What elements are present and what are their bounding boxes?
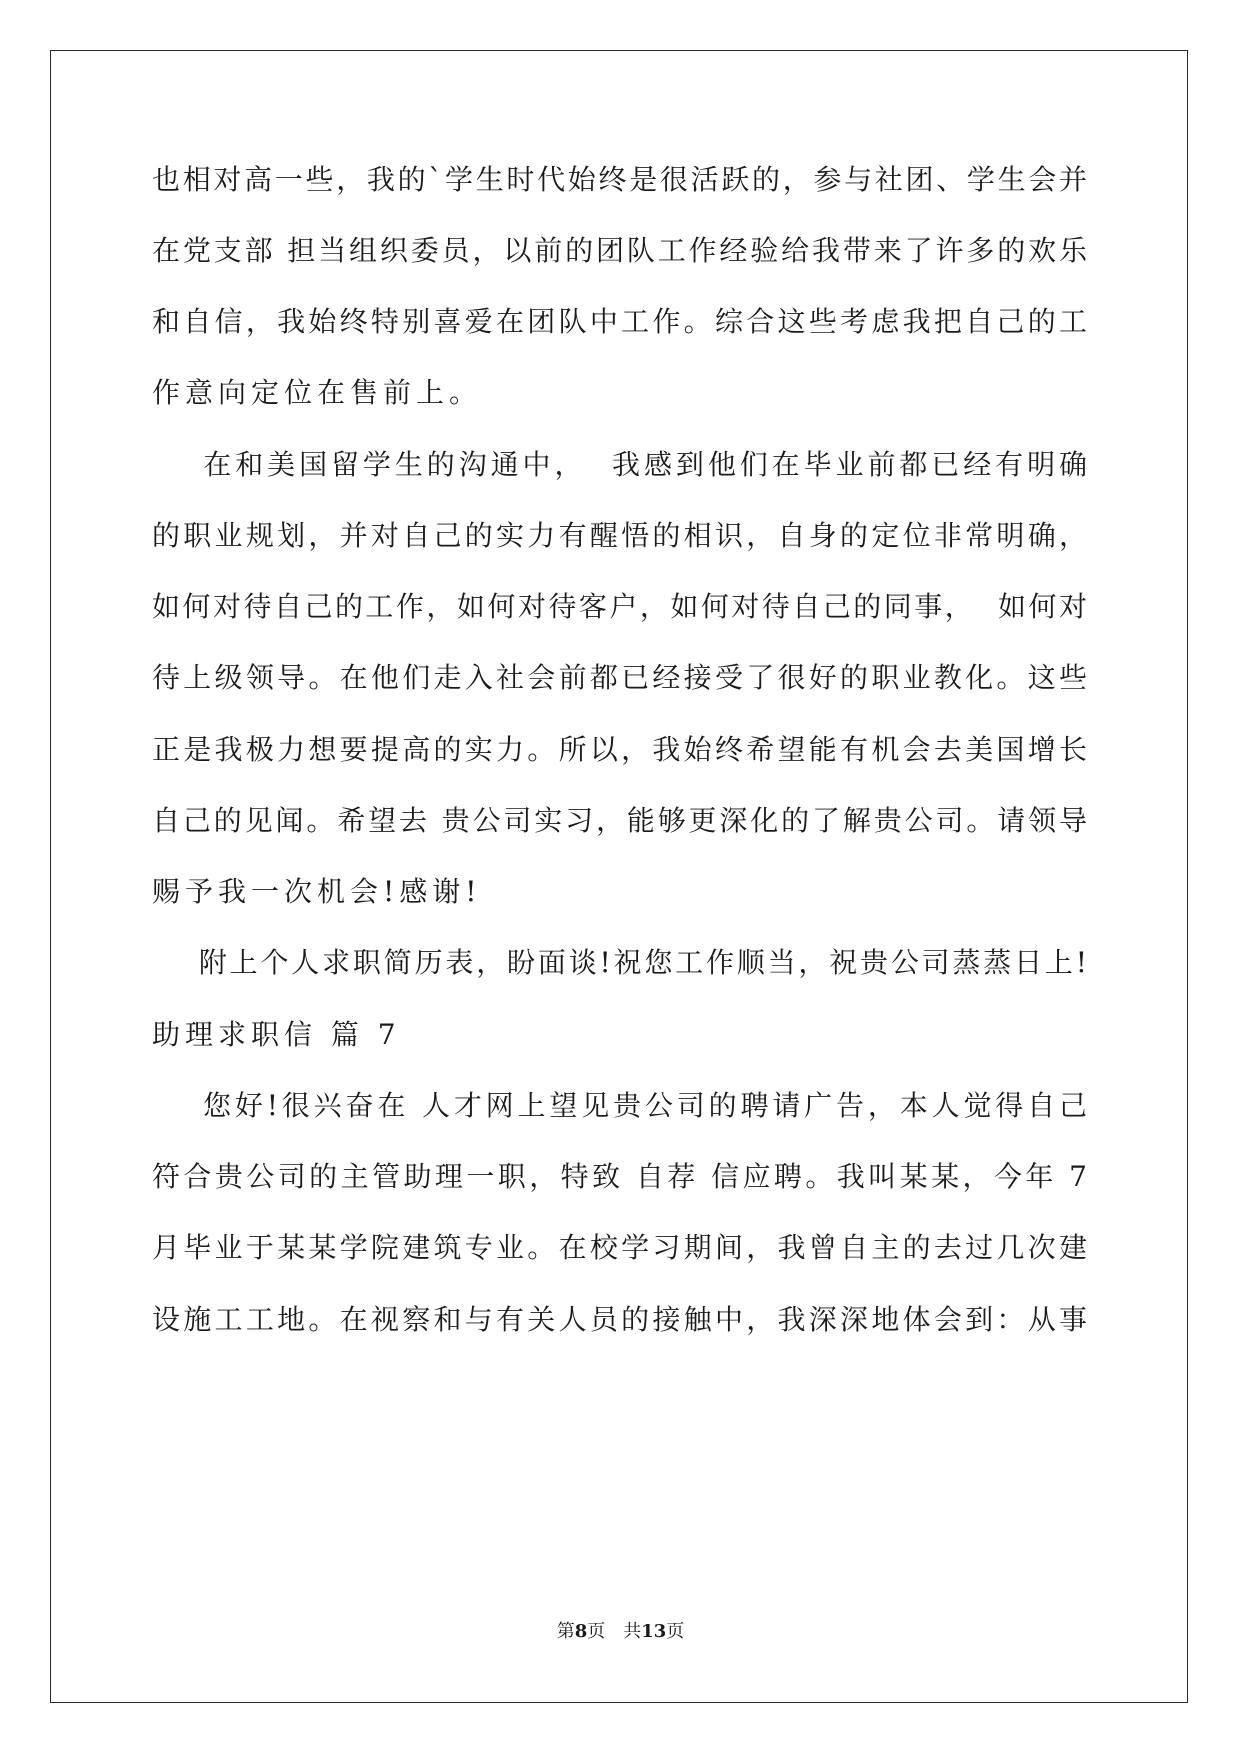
page-number: 8 <box>574 1621 588 1642</box>
footer-total-suffix: 页 <box>666 1621 685 1642</box>
footer-total-prefix: 共 <box>623 1621 642 1642</box>
text-line: 月毕业于某某学院建筑专业。在校学习期间，我曾自主的去过几次建 <box>152 1231 1087 1264</box>
text-line: 在和美国留学生的沟通中， 我感到他们在毕业前都已经有明确 <box>152 448 1087 481</box>
text-line: 也相对高一些，我的`学生时代始终是很活跃的，参与社团、学生会并 <box>152 163 1087 196</box>
text-line: 赐予我一次机会!感谢! <box>152 875 482 908</box>
footer-page-suffix: 页 <box>587 1621 606 1642</box>
footer-prefix: 第 <box>556 1621 575 1642</box>
total-pages: 13 <box>641 1621 667 1642</box>
text-line: 作意向定位在售前上。 <box>152 376 483 409</box>
text-line: 的职业规划，并对自己的实力有醒悟的相识，自身的定位非常明确， <box>152 519 1087 552</box>
page-footer <box>0 1620 1241 1644</box>
text-line: 符合贵公司的主管助理一职，特致 自荐 信应聘。我叫某某，今年 7 <box>152 1160 1087 1193</box>
text-line: 待上级领导。在他们走入社会前都已经接受了很好的职业教化。这些 <box>152 661 1087 694</box>
text-line: 如何对待自己的工作，如何对待客户，如何对待自己的同事， 如何对 <box>152 590 1087 623</box>
section-heading: 助理求职信 篇 7 <box>152 1018 401 1051</box>
text-line: 在党支部 担当组织委员，以前的团队工作经验给我带来了许多的欢乐 <box>152 234 1087 267</box>
text-line: 附上个人求职简历表，盼面谈!祝您工作顺当，祝贵公司蒸蒸日上! <box>152 946 1087 979</box>
text-line: 设施工工地。在视察和与有关人员的接触中，我深深地体会到：从事 <box>152 1303 1087 1336</box>
text-line: 和自信，我始终特别喜爱在团队中工作。综合这些考虑我把自己的工 <box>152 305 1087 338</box>
text-line: 自己的见闻。希望去 贵公司实习，能够更深化的了解贵公司。请领导 <box>152 804 1087 837</box>
text-line: 正是我极力想要提高的实力。所以，我始终希望能有机会去美国增长 <box>152 733 1087 766</box>
text-line: 您好!很兴奋在 人才网上望见贵公司的聘请广告，本人觉得自己 <box>152 1089 1087 1122</box>
